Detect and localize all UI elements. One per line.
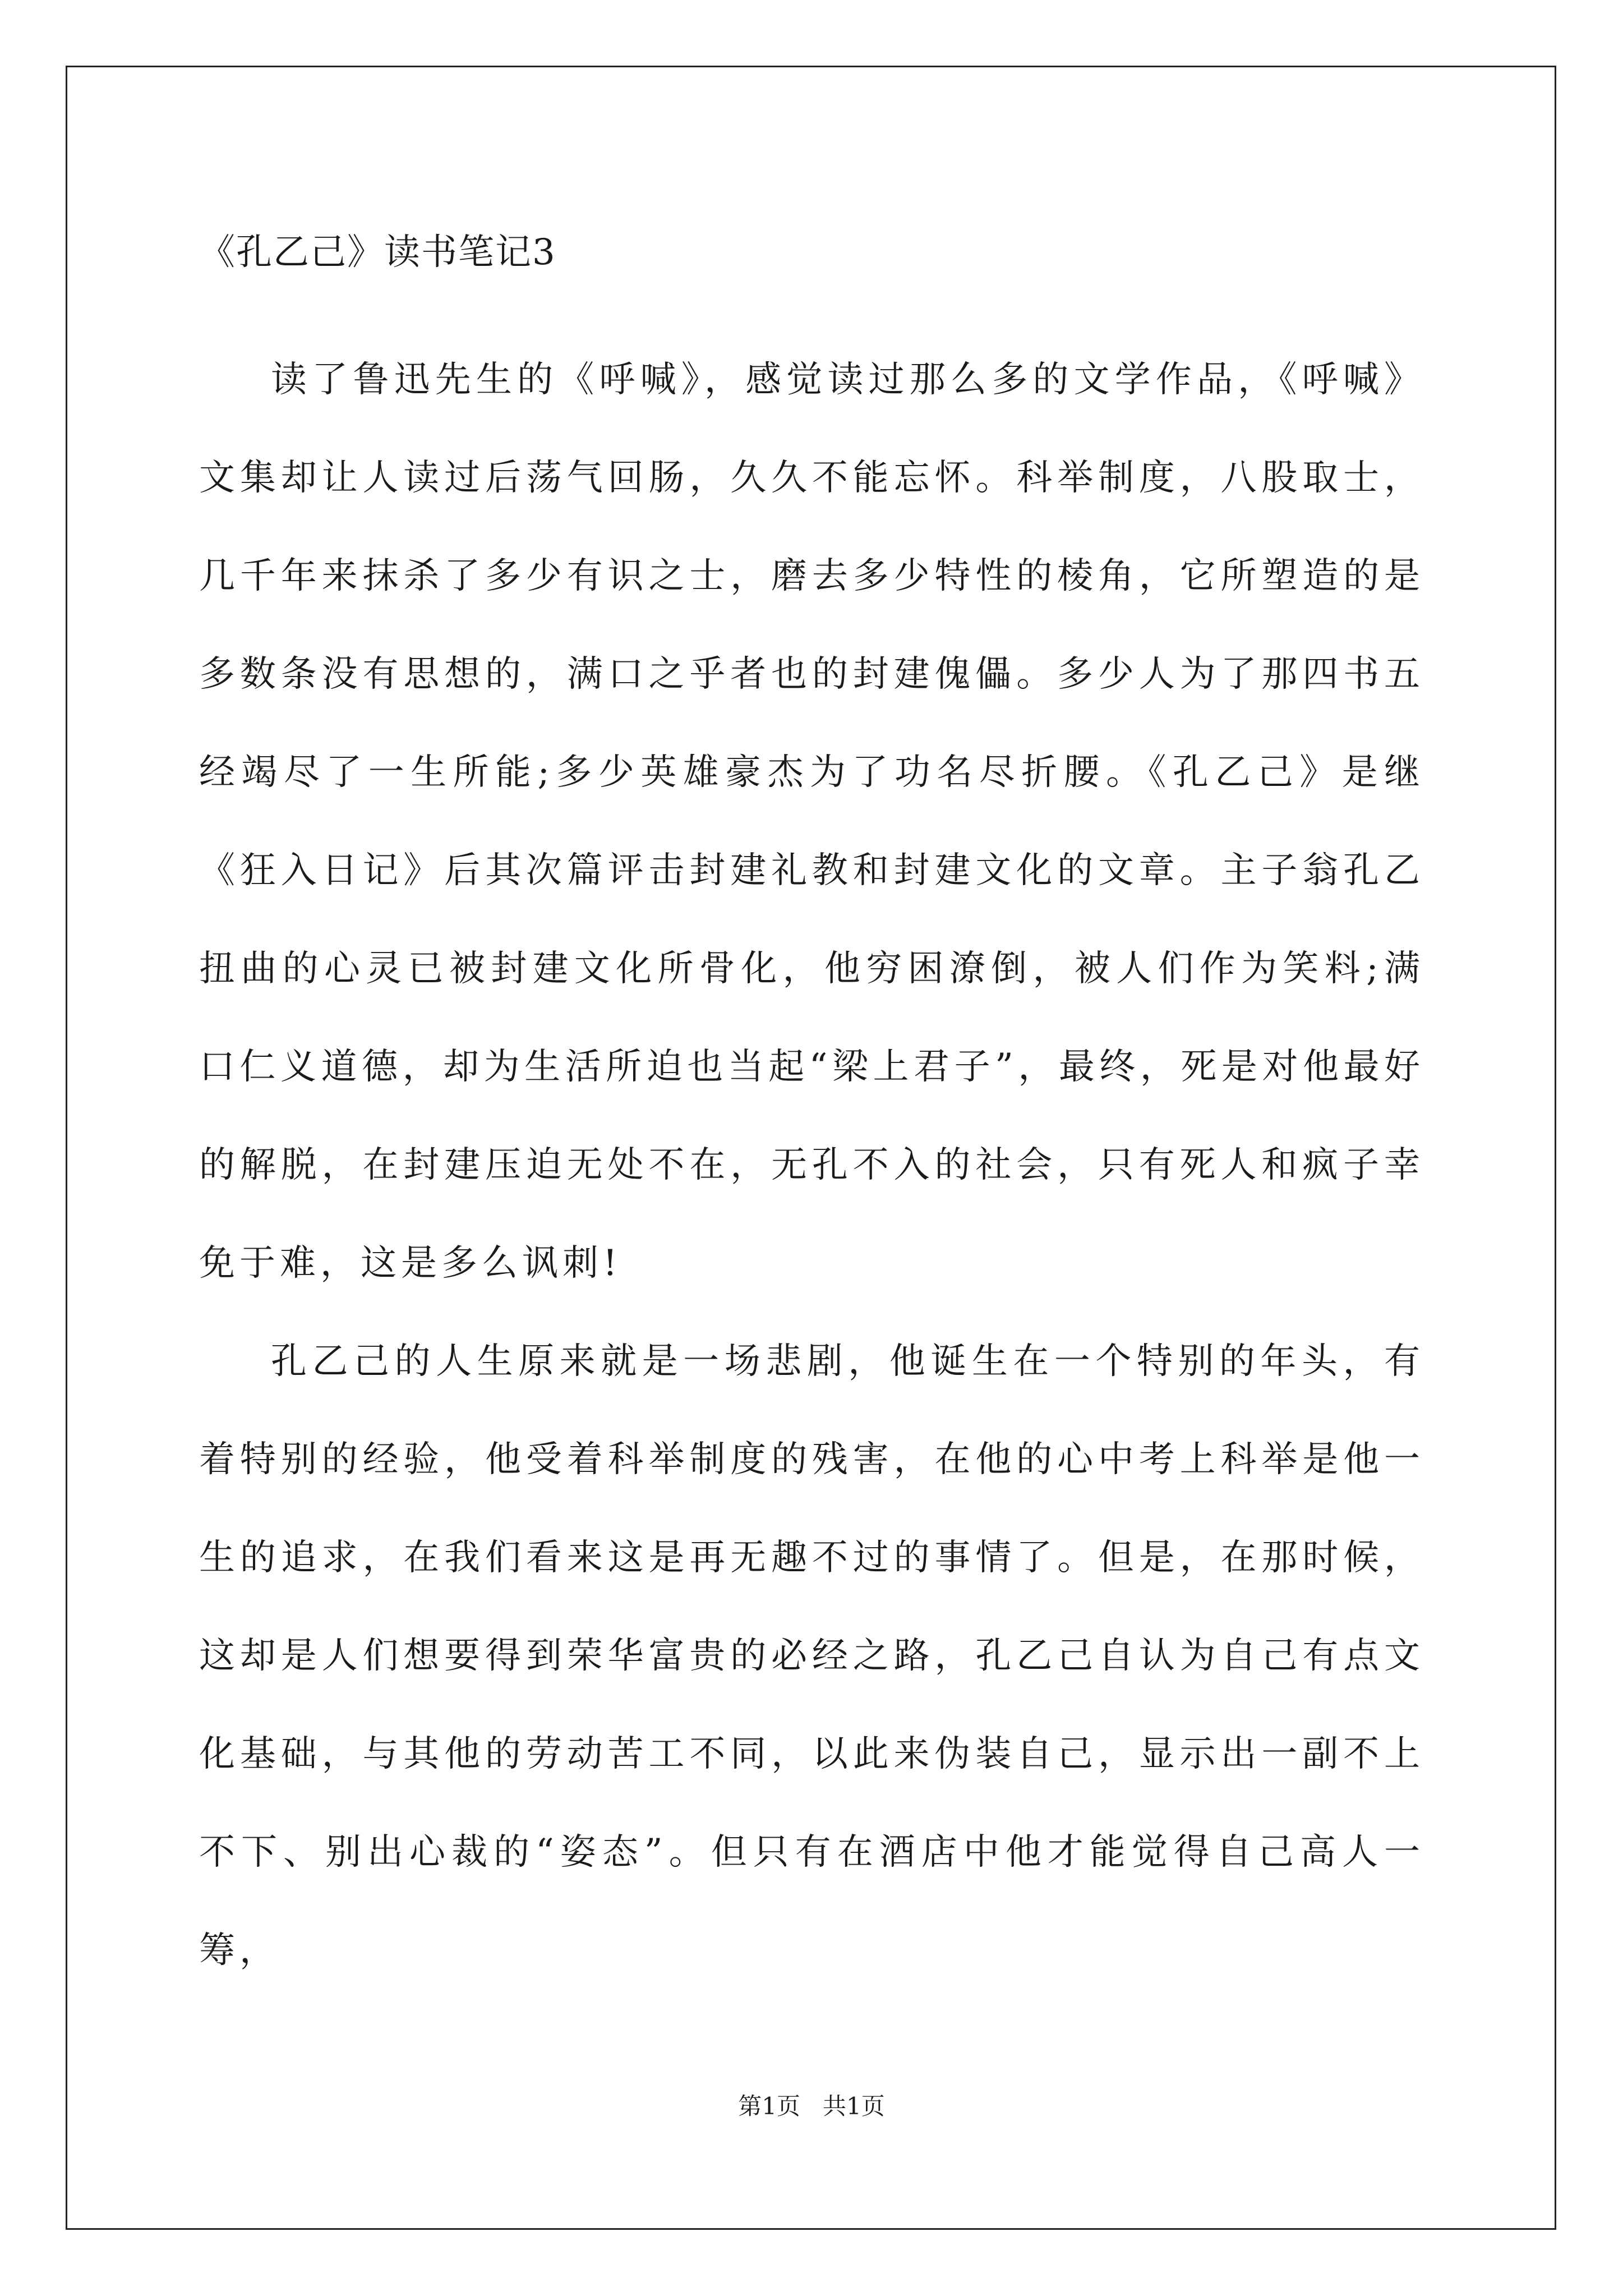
paragraph-1: 读了鲁迅先生的《呼喊》，感觉读过那么多的文学作品，《呼喊》文集却让人读过后荡气回肠，久久不能忘怀。科举制度，八股取士，几千年来抹杀了多少有识之士，磨去多少特性的棱角，它所塑造的是多数条没有思想的，满口之乎者也的封建傀儡。多少人为了那四书五经竭尽了一生所能;多少英雄豪杰为了功名尽折腰。《孔乙己》是继《狂入日记》后其次篇评击封建礼教和封建文化的文章。主子翁孔乙扭曲的心灵已被封建文化所骨化，他穷困潦倒，被人们作为笑料;满口仁义道德，却为生活所迫也当起“梁上君子”，最终，死是对他最好的解脱，在封建压迫无处不在，无孔不入的社会，只有死人和疯子幸免于难，这是多么讽刺! bbox=[199, 359, 1424, 1284]
current-page-label: 第1页 bbox=[738, 2092, 800, 2120]
document-body bbox=[199, 331, 1424, 2000]
paragraph-2: 孔乙己的人生原来就是一场悲剧，他诞生在一个特别的年头，有着特别的经验，他受着科举制度的残害，在他的心中考上科举是他一生的追求，在我们看来这是再无趣不过的事情了。但是，在那时候，这却是人们想要得到荣华富贵的必经之路，孔乙己自认为自己有点文化基础，与其他的劳动苦工不同，以此来伪装自己，显示出一副不上不下、别出心裁的“姿态”。但只有在酒店中他才能觉得自己高人一筹， bbox=[199, 1341, 1424, 1971]
total-pages-label: 共1页 bbox=[823, 2092, 885, 2120]
document-title: 《孔乙己》读书笔记3 bbox=[199, 232, 556, 273]
page-footer bbox=[0, 2090, 1623, 2123]
